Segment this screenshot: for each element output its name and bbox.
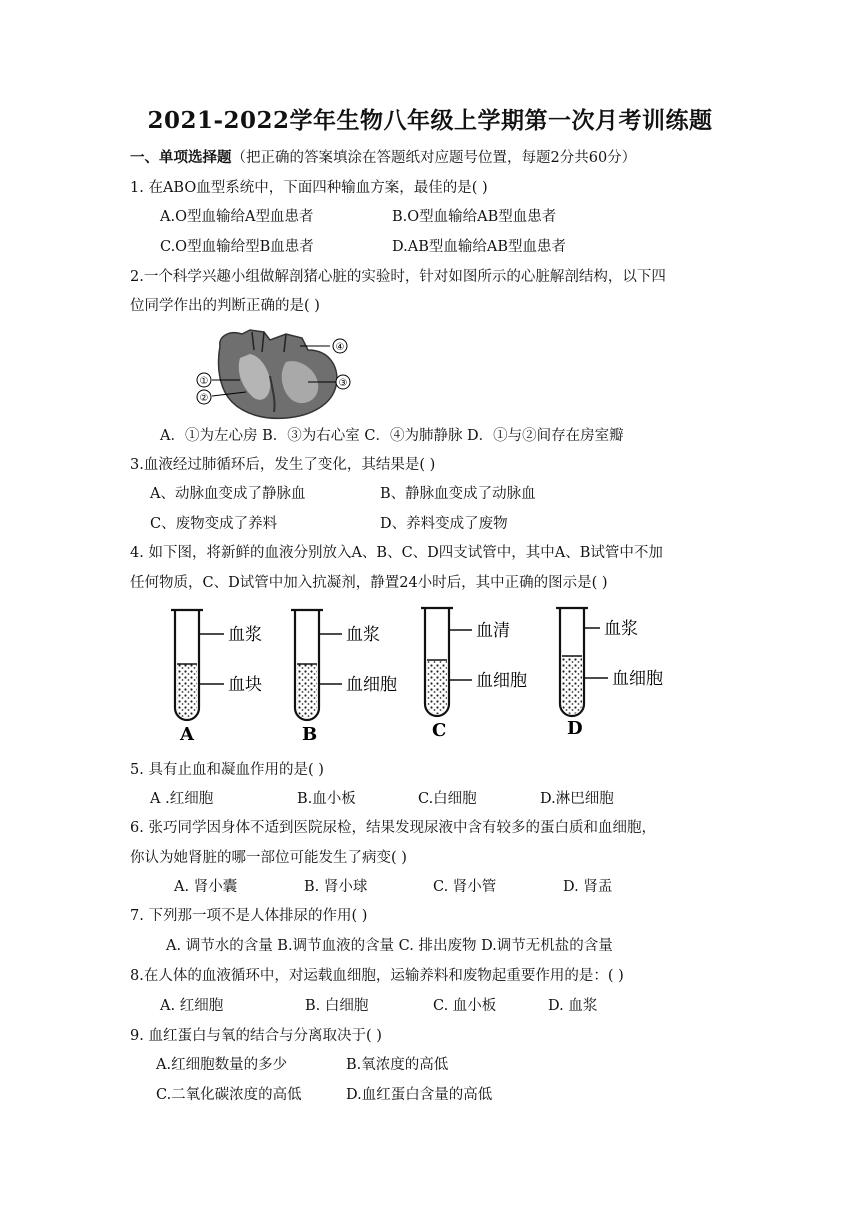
q6-option-d: D. 肾盂 (563, 879, 613, 895)
q3-stem: 3.血液经过肺循环后，发生了变化，其结果是( ) (130, 457, 436, 473)
tube-a (171, 610, 262, 744)
section-header (130, 148, 636, 168)
q9-option-a: A.红细胞数量的多少 (156, 1057, 288, 1073)
q1-option-a: A.O型血输给A型血患者 (160, 209, 314, 225)
tube-b-letter: B (302, 724, 318, 744)
tube-d (556, 608, 663, 739)
tube-a-letter: A (180, 724, 194, 744)
q5-option-b: B.血小板 (297, 791, 356, 807)
page-title: 2021-2022学年生物八年级上学期第一次月考训练题 (147, 107, 713, 134)
tube-b-top-label: 血浆 (346, 625, 380, 645)
q3-option-a: A、动脉血变成了静脉血 (150, 486, 306, 502)
q9-option-c: C.二氧化碳浓度的高低 (156, 1087, 302, 1103)
q9-stem: 9. 血红蛋白与氧的结合与分离取决于( ) (130, 1028, 382, 1044)
tube-c-bottom-label: 血细胞 (476, 671, 527, 691)
tube-b (291, 610, 397, 744)
q5-option-d: D.淋巴细胞 (540, 791, 614, 807)
tube-c-top-label: 血清 (476, 621, 510, 641)
section-heading: 一、单项选择题 (130, 149, 232, 166)
q6-option-b: B. 肾小球 (304, 879, 368, 895)
q7-options: A. 调节水的含量 B.调节血液的含量 C. 排出废物 D.调节无机盐的含量 (166, 938, 613, 954)
q3-option-c: C、废物变成了养料 (150, 516, 278, 532)
q1-option-c: C.O型血输给型B血患者 (160, 239, 314, 255)
q4-stem-line1: 4. 如下图，将新鲜的血液分别放入A、B、C、D四支试管中，其中A、B试管中不加 (130, 545, 663, 561)
q6-option-c: C. 肾小管 (433, 879, 497, 895)
q1-stem: 1. 在ABO血型系统中，下面四种输血方案，最佳的是( ) (130, 180, 488, 196)
q8-option-d: D. 血浆 (548, 998, 598, 1014)
tube-d-top-label: 血浆 (604, 619, 638, 639)
q4-stem-line2: 任何物质，C、D试管中加入抗凝剂，静置24小时后，其中正确的图示是( ) (130, 575, 608, 591)
tube-b-bottom-label: 血细胞 (346, 675, 397, 695)
heart-diagram (190, 328, 360, 424)
q9-option-d: D.血红蛋白含量的高低 (346, 1087, 493, 1103)
tube-a-top-label: 血浆 (228, 625, 262, 645)
q7-stem: 7. 下列那一项不是人体排尿的作用( ) (130, 908, 368, 924)
q9-option-b: B.氧浓度的高低 (346, 1057, 449, 1073)
q6-stem-line2: 你认为她肾脏的哪一部位可能发生了病变( ) (130, 850, 407, 866)
q8-option-b: B. 白细胞 (305, 998, 369, 1014)
tube-c (421, 608, 527, 741)
q5-option-c: C.白细胞 (418, 791, 477, 807)
q8-option-c: C. 血小板 (433, 998, 497, 1014)
heart-label-4: ④ (335, 342, 345, 353)
tube-d-letter: D (567, 718, 583, 739)
q8-stem: 8.在人体的血液循环中，对运载血细胞，运输养料和废物起重要作用的是：( ) (130, 968, 624, 984)
q1-option-d: D.AB型血输给AB型血患者 (392, 239, 566, 255)
tube-c-letter: C (432, 720, 447, 741)
q8-option-a: A. 红细胞 (160, 998, 224, 1014)
heart-label-2: ② (199, 393, 209, 404)
heart-label-3: ③ (338, 378, 348, 389)
q3-option-d: D、养料变成了废物 (380, 516, 508, 532)
test-tubes-figure (160, 604, 700, 744)
q2-stem-line1: 2.一个科学兴趣小组做解剖猪心脏的实验时，针对如图所示的心脏解剖结构，以下四 (130, 269, 666, 285)
section-note: （把正确的答案填涂在答题纸对应题号位置，每题2分共60分） (231, 150, 637, 166)
q6-stem-line1: 6. 张巧同学因身体不适到医院尿检，结果发现尿液中含有较多的蛋白质和血细胞， (130, 820, 656, 836)
q1-option-b: B.O型血输给AB型血患者 (392, 209, 557, 225)
q2-stem-line2: 位同学作出的判断正确的是( ) (130, 298, 320, 314)
q2-options: A．①为左心房 B．③为右心室 C．④为肺静脉 D．①与②间存在房室瓣 (160, 428, 624, 444)
tube-d-bottom-label: 血细胞 (612, 669, 663, 689)
q6-option-a: A. 肾小囊 (174, 879, 238, 895)
q5-stem: 5. 具有止血和凝血作用的是( ) (130, 762, 324, 778)
tube-a-bottom-label: 血块 (228, 675, 262, 695)
heart-label-1: ① (199, 376, 209, 387)
q3-option-b: B、静脉血变成了动脉血 (380, 486, 536, 502)
q5-option-a: A .红细胞 (150, 791, 214, 807)
